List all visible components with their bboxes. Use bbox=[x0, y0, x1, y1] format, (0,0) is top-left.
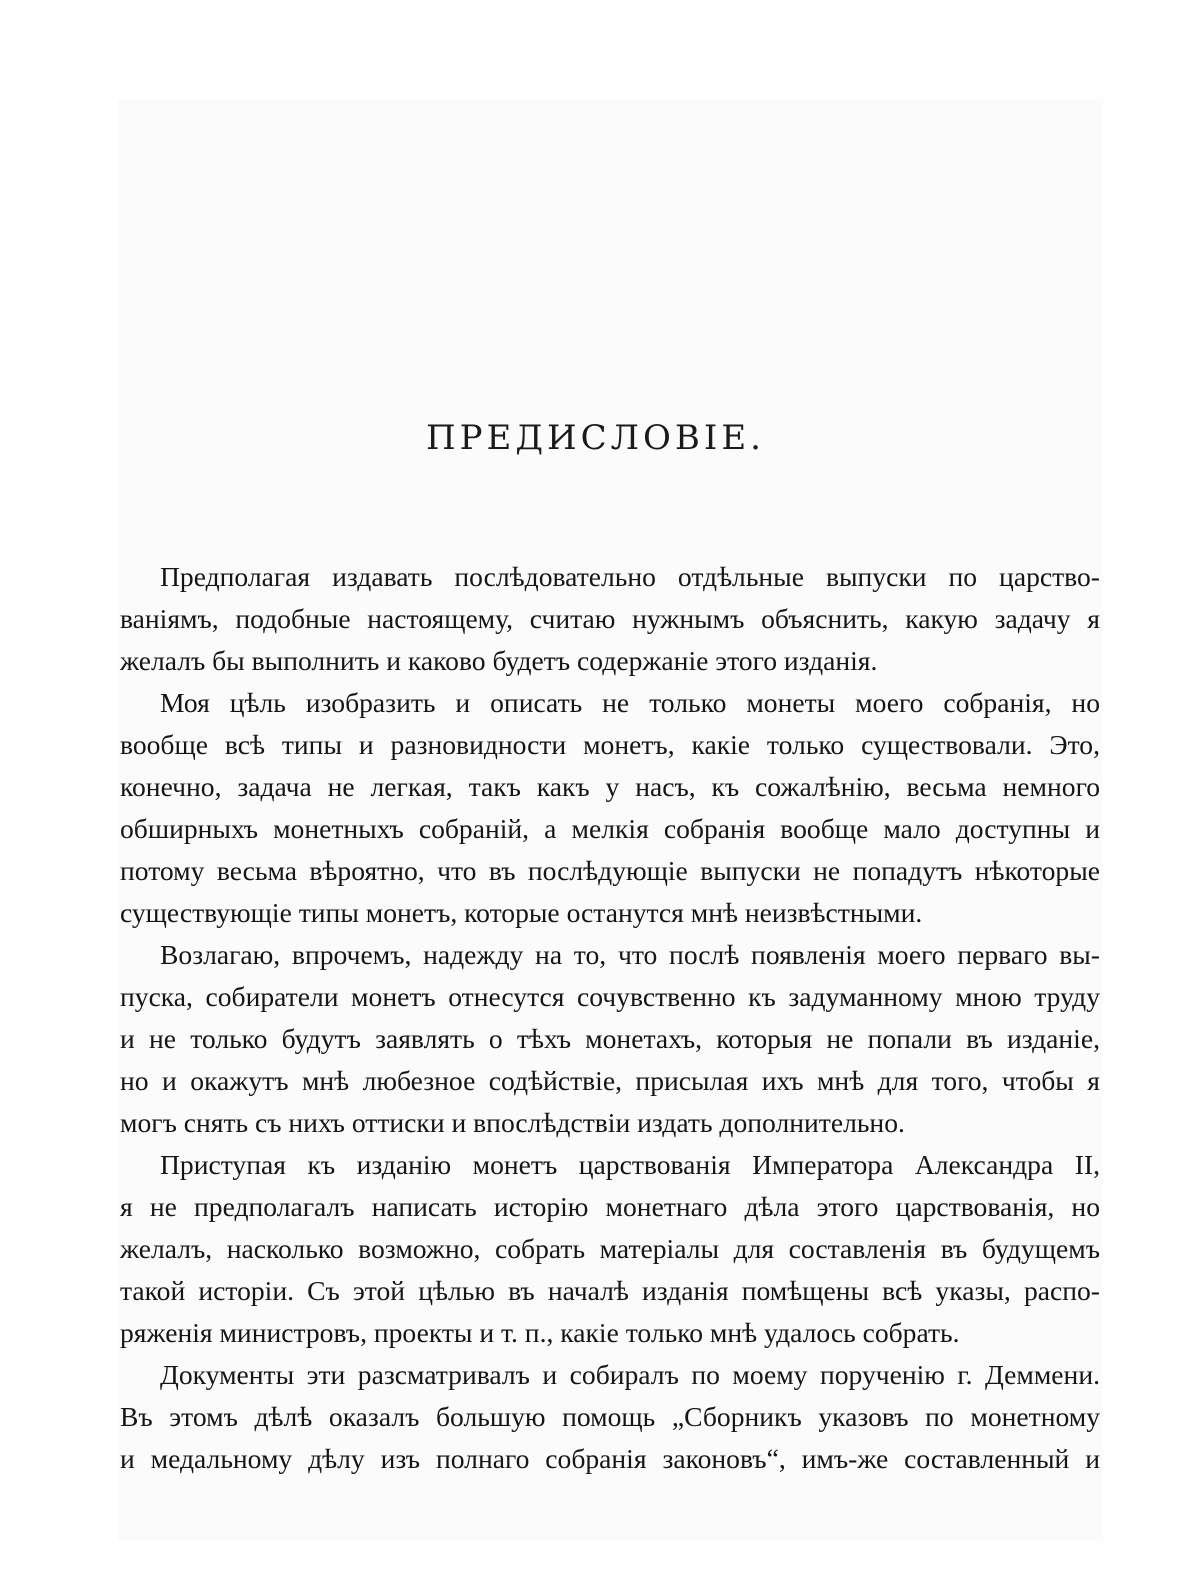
paragraph-1 bbox=[120, 556, 1100, 682]
text-line: существующіе типы монетъ, которые останутся мнѣ неизвѣстными. bbox=[120, 897, 923, 928]
text-line: пуска, собиратели монетъ отнесутся сочувственно къ задуманному мною труду bbox=[120, 981, 1100, 1012]
text-line: могъ снять съ нихъ оттиски и впослѣдствіи издать дополнительно. bbox=[120, 1107, 905, 1138]
text-line: Моя цѣль изобразить и описать не только монеты моего собранія, но bbox=[160, 687, 1100, 718]
paragraph-3 bbox=[120, 934, 1100, 1144]
text-line: Документы эти разсматривалъ и собиралъ по моему порученію г. Деммени. bbox=[160, 1359, 1100, 1390]
page-title: ПРЕДИСЛОВІЕ. bbox=[426, 418, 765, 458]
paragraph-2 bbox=[120, 682, 1100, 934]
text-line: Приступая къ изданію монетъ царствованія Императора Александра II, bbox=[160, 1149, 1100, 1180]
text-line: обширныхъ монетныхъ собраній, а мелкія собранія вообще мало доступны и bbox=[120, 813, 1100, 844]
text-line: и медальному дѣлу изъ полнаго собранія законовъ“, имъ-же составленный и bbox=[120, 1443, 1100, 1474]
text-line: и не только будутъ заявлять о тѣхъ монетахъ, которыя не попали въ изданіе, bbox=[120, 1023, 1100, 1054]
text-line: ряженія министровъ, проекты и т. п., какіе только мнѣ удалось собрать. bbox=[120, 1317, 960, 1348]
text-line: такой исторіи. Съ этой цѣлью въ началѣ изданія помѣщены всѣ указы, распо- bbox=[120, 1275, 1100, 1306]
text-line: я не предполагалъ написать исторію монетнаго дѣла этого царствованія, но bbox=[120, 1191, 1100, 1222]
preface-body bbox=[120, 556, 1100, 1480]
text-line: но и окажутъ мнѣ любезное содѣйствіе, присылая ихъ мнѣ для того, чтобы я bbox=[120, 1065, 1100, 1096]
text-line: потому весьма вѣроятно, что въ послѣдующіе выпуски не попадутъ нѣкоторые bbox=[120, 855, 1100, 886]
text-line: вообще всѣ типы и разновидности монетъ, какіе только существовали. Это, bbox=[120, 729, 1100, 760]
text-line: желалъ бы выполнить и каково будетъ содержаніе этого изданія. bbox=[120, 645, 878, 676]
paragraph-5 bbox=[120, 1354, 1100, 1480]
paragraph-4 bbox=[120, 1144, 1100, 1354]
text-line: ваніямъ, подобные настоящему, считаю нужнымъ объяснить, какую задачу я bbox=[120, 603, 1100, 634]
text-line: Возлагаю, впрочемъ, надежду на то, что послѣ появленія моего перваго вы- bbox=[160, 939, 1100, 970]
text-line: желалъ, насколько возможно, собрать матеріалы для составленія въ будущемъ bbox=[120, 1233, 1100, 1264]
text-line: конечно, задача не легкая, такъ какъ у насъ, къ сожалѣнію, весьма немного bbox=[120, 771, 1100, 802]
text-line: Въ этомъ дѣлѣ оказалъ большую помощь „Сборникъ указовъ по монетному bbox=[120, 1401, 1100, 1432]
text-line: Предполагая издавать послѣдовательно отдѣльные выпуски по царство- bbox=[160, 561, 1100, 592]
